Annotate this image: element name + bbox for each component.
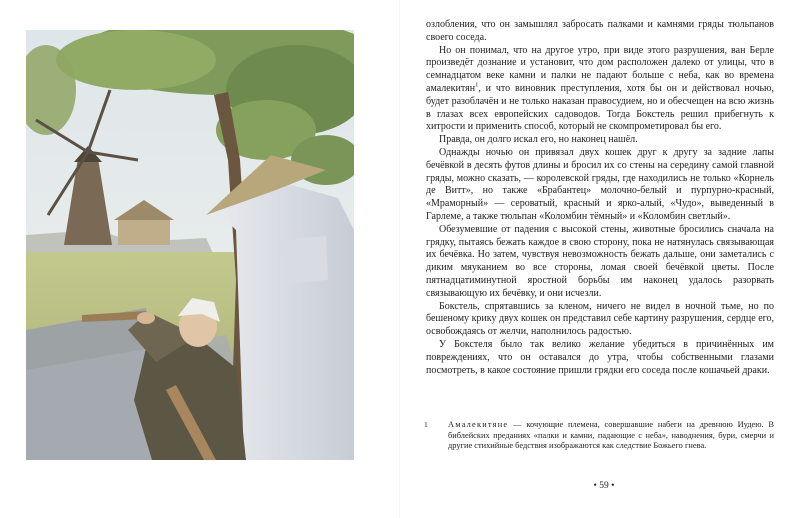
text-column [426,19,774,377]
footnote-body [426,420,774,452]
footnote-reference[interactable]: 1 [475,81,479,89]
footnote-marker: 1 [424,420,428,429]
footnote-term: Амалекитяне [448,420,509,429]
paragraph-7: У Бокстеля было так велико желание убедиться в причинённых им повреждениях, что он оставался до утра, чтобы собственными глазами посмотреть, в какое состояние пришли грядки его соседа после кошачьей драки. [426,338,774,376]
paragraph-6: Бокстель, спрятавшись за кленом, ничего не видел в ночной тьме, но по бешеному крику двух кошек он представил себе картину разрушения, сердце его, освобождаясь от желчи, наполнилось радостью. [426,300,774,338]
footnote [426,420,774,452]
paragraph-3: Правда, он долго искал его, но наконец нашёл. [439,134,638,146]
footnote-text: — кочующие племена, совершавшие набеги на древнюю Иудею. В библейских преданиях «палки и камни, падающие с неба», наводнения, бури, смерчи и другие стихийные бедствия изображаются как следствие Божьего гнева. [448,420,774,451]
illustration-man-with-spyglass-and-windmill [26,30,354,460]
page-number: • 59 • [593,481,615,491]
paragraph-5: Обезумевшие от падения с высокой стены, животные бросились сначала на грядку, пытаясь бежать каждое в свою сторону, пока не натянулась связывающая их бечёвка. Но затем, чувствуя невозможность бежать дальше, они заметались с диким мяуканием во все стороны, ломая своей бечёвкой цветы. После пятнадцатиминутной яростной борьбы им наконец удалось разорвать связывающую их бечёвку, и они исчезли. [426,223,774,299]
paragraph-2-text-rest: , и что виновник преступления, хотя бы он и действовал ночью, будет разоблачён и не только наказан правосудием, но и обесчещен на всю жизнь в глазах всех европейских садоводов. Тогда Бокстель решил прибегнуть к хитрости и применить способ, который не скомпрометировал бы его. [426,82,774,133]
paragraph-2-text: Но он понимал, что на другое утро, при виде этого разрушения, ван Берле произведёт дознание и установит, что дом расположен далеко от улицы, что в семнадцатом веке камни и палки не падают больше с неба, как во времена амалекитян [426,44,774,94]
paragraph-2 [426,45,774,135]
paragraph-4: Однажды ночью он привязал двух кошек друг к другу за задние лапы бечёвкой в десять футов длины и бросил их со стены на середину самой главной гряды, можно сказать, — королевской гряды, где находились не только «Корнель де Витт», но также «Брабантец» молочно-белый и пурпурно-красный, «Мраморный» — сероватый, красный и ярко-алый, «Чудо», выведенный в Гарлеме, а также тюльпан «Коломбин тёмный» и «Коломбин светлый». [426,146,774,222]
paragraph-1: озлобления, что он замышлял забросать палками и камнями гряды тюльпанов своего соседа. [426,19,774,43]
